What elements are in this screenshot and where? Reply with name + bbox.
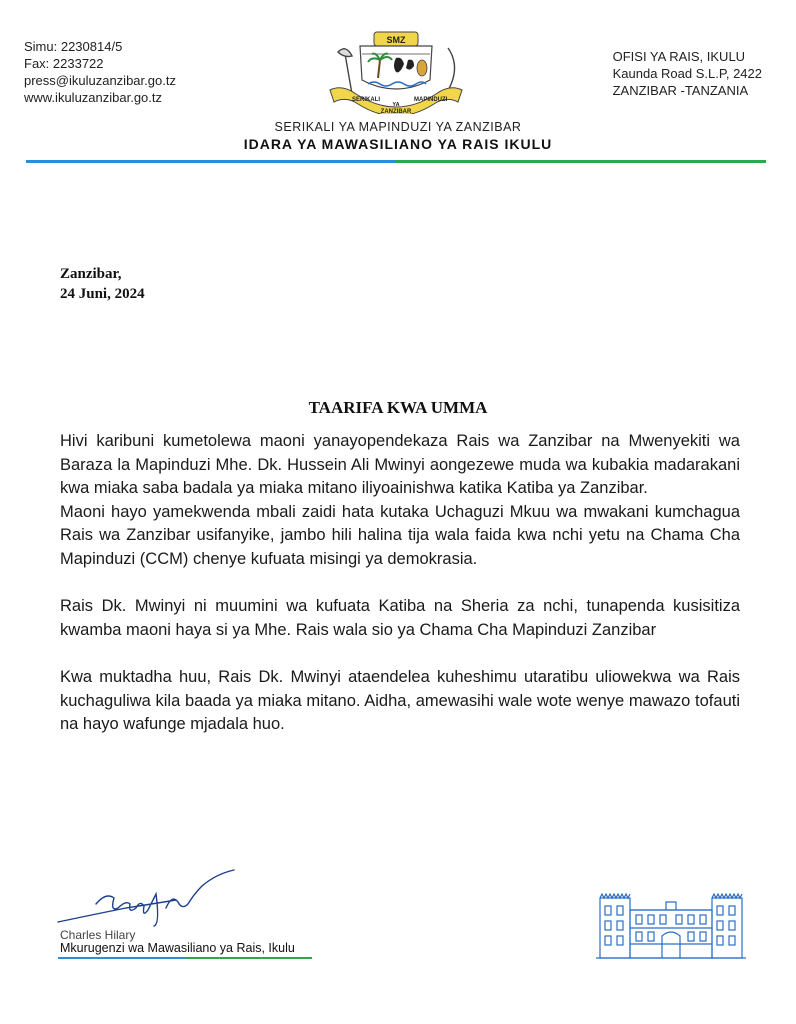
- body-paragraph-4: Kwa muktadha huu, Rais Dk. Mwinyi ataendelea kuheshimu utaratibu uliowekwa wa Rais kuchaguliwa kila baada ya miaka mitano. Aidha, amewasihi wale wote wenye mawazo tofauti na hayo wafunge mjadala huo.: [60, 668, 740, 733]
- state-house-building-icon: [596, 888, 746, 960]
- letter-body: [60, 430, 740, 737]
- emblem-ribbon-mid: YA: [392, 102, 400, 108]
- office-name: OFISI YA RAIS, IKULU: [612, 49, 746, 64]
- government-name: SERIKALI YA MAPINDUZI YA ZANZIBAR: [274, 120, 522, 134]
- zanzibar-coat-of-arms-icon: [322, 28, 470, 114]
- signature-divider: [58, 957, 312, 959]
- postal-address: Kaunda Road S.L.P, 2422: [612, 66, 762, 81]
- city-country: ZANZIBAR -TANZANIA: [612, 83, 749, 98]
- phone-number: Simu: 2230814/5: [24, 39, 123, 54]
- emblem-top-text: SMZ: [386, 35, 406, 45]
- body-paragraph-2: Maoni hayo yamekwenda mbali zaidi hata kutaka Uchaguzi Mkuu wa mwakani kumchagua Rais wa Zanzibar usifanyike, jambo hili halina tija wala faida kwa nchi yetu na Chama Cha Mapinduzi (CCM) chenye kufuata misingi ya demokrasia.: [60, 502, 740, 568]
- emblem-ribbon-bottom: ZANZIBAR: [380, 109, 412, 114]
- body-paragraph-1: Hivi karibuni kumetolewa maoni yanayopendekaza Rais wa Zanzibar na Mwenyekiti wa Baraza la Mapinduzi Mhe. Dk. Hussein Ali Mwinyi aongezewe muda wa kubakia madarakani kwa miaka saba badala ya miaka mitano iliyoainishwa katika Katiba ya Zanzibar.: [60, 432, 740, 497]
- signatory-name: Charles Hilary: [60, 928, 136, 942]
- fax-number: Fax: 2233722: [24, 56, 104, 71]
- email-address: press@ikuluzanzibar.go.tz: [24, 73, 176, 88]
- contact-info-left: [24, 38, 176, 106]
- department-name: IDARA YA MAWASILIANO YA RAIS IKULU: [243, 136, 553, 152]
- body-paragraph-3: Rais Dk. Mwinyi ni muumini wa kufuata Katiba na Sheria za nchi, tunapenda kusisitiza kwamba maoni haya si ya Mhe. Rais wala sio ya Chama Cha Mapinduzi Zanzibar: [60, 597, 740, 639]
- letter-title: TAARIFA KWA UMMA: [308, 398, 488, 417]
- website-address: www.ikuluzanzibar.go.tz: [24, 90, 163, 105]
- handwritten-signature: [56, 864, 256, 934]
- signatory-title: Mkurugenzi wa Mawasiliano ya Rais, Ikulu: [60, 941, 295, 955]
- emblem-ribbon-right: MAPINDUZI: [414, 97, 448, 103]
- letter-place: Zanzibar,: [60, 266, 122, 282]
- contact-info-right: [613, 48, 762, 99]
- letter-date: 24 Juni, 2024: [60, 286, 145, 302]
- emblem-ribbon-left: SERIKALI: [352, 97, 381, 103]
- header-divider: [26, 160, 766, 163]
